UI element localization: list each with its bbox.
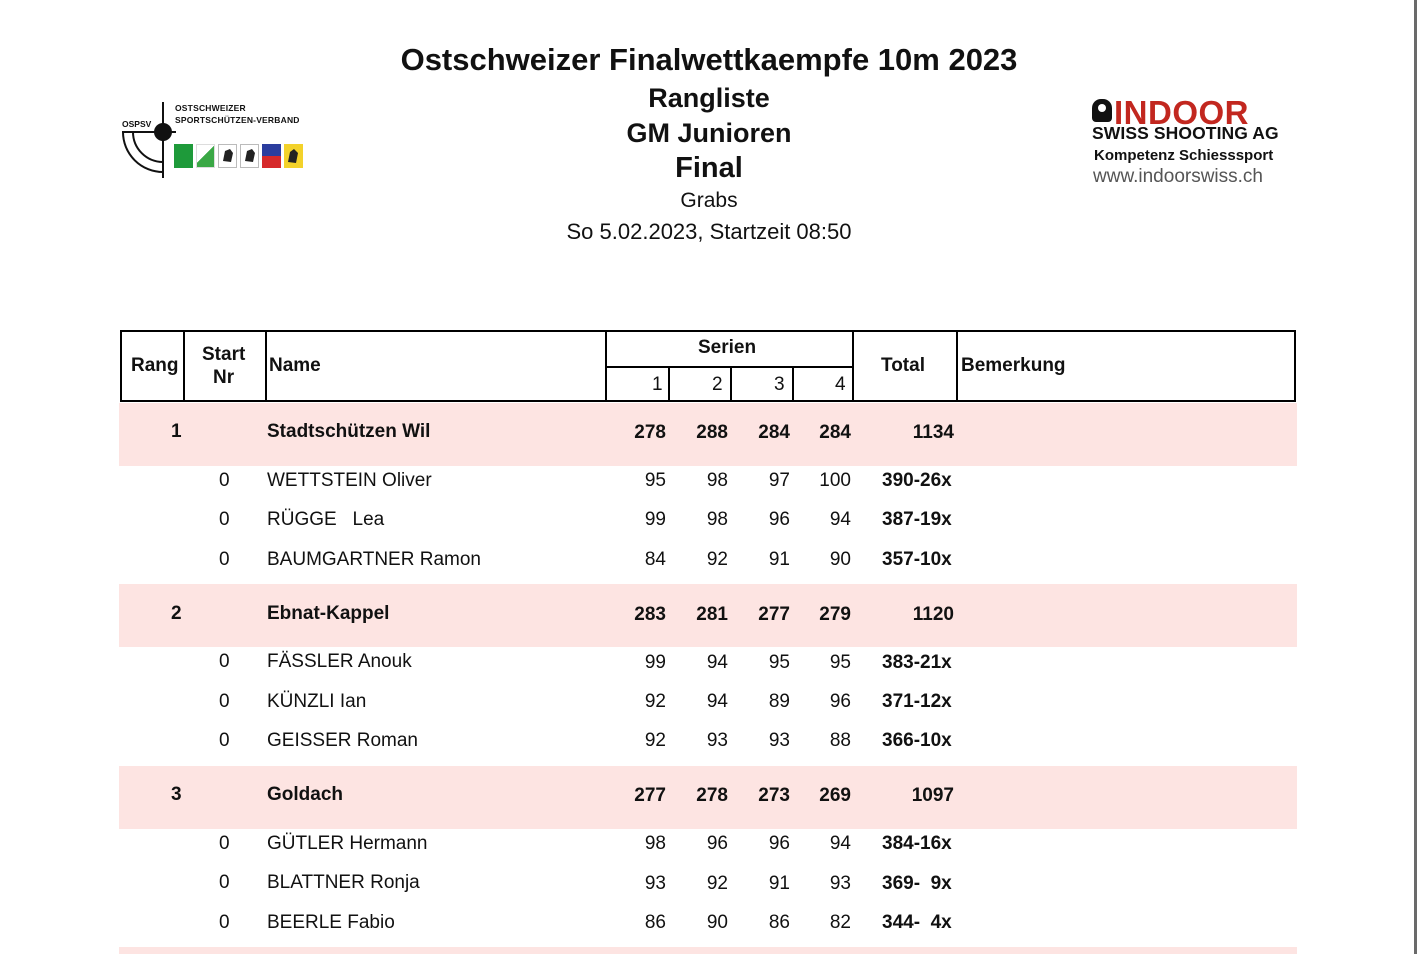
series-subdivider bbox=[792, 368, 794, 402]
member-nr: 0 bbox=[219, 730, 230, 751]
member-series-3: 89 bbox=[768, 691, 790, 712]
member-nr: 0 bbox=[219, 833, 230, 854]
member-series-3: 93 bbox=[768, 730, 790, 751]
team-rank: 3 bbox=[171, 784, 182, 805]
team-name: Ebnat-Kappel bbox=[267, 603, 390, 624]
series-subdivider bbox=[730, 368, 732, 402]
table-header bbox=[120, 330, 1296, 402]
flag-tg-icon bbox=[174, 144, 193, 168]
col-header-s2: 2 bbox=[712, 374, 723, 395]
team-series-2: 278 bbox=[696, 785, 728, 806]
member-total: 387-19x bbox=[882, 509, 952, 530]
member-nr: 0 bbox=[219, 912, 230, 933]
member-nr: 0 bbox=[219, 470, 230, 491]
member-total: 371-12x bbox=[882, 691, 952, 712]
member-series-2: 92 bbox=[706, 549, 728, 570]
member-total: 383-21x bbox=[882, 652, 952, 673]
member-series-3: 86 bbox=[768, 912, 790, 933]
team-series-4: 269 bbox=[819, 785, 851, 806]
col-divider bbox=[265, 332, 267, 400]
col-divider bbox=[956, 332, 958, 400]
member-series-1: 99 bbox=[644, 509, 666, 530]
member-series-3: 97 bbox=[768, 470, 790, 491]
member-name: FÄSSLER Anouk bbox=[267, 651, 412, 672]
member-name: BAUMGARTNER Ramon bbox=[267, 549, 481, 570]
indoor-brand-text: INDOOR bbox=[1114, 94, 1249, 131]
member-name: BLATTNER Ronja bbox=[267, 872, 420, 893]
flag-ar-icon bbox=[218, 144, 237, 168]
col-header-s3: 3 bbox=[774, 374, 785, 395]
flag-ai-icon bbox=[240, 144, 259, 168]
member-series-2: 93 bbox=[706, 730, 728, 751]
team-series-3: 273 bbox=[758, 785, 790, 806]
ospsv-logo bbox=[120, 98, 320, 182]
team-series-2: 288 bbox=[696, 422, 728, 443]
member-name: GEISSER Roman bbox=[267, 730, 418, 751]
ospsv-line1: OSTSCHWEIZER bbox=[175, 103, 246, 113]
member-total: 366-10x bbox=[882, 730, 952, 751]
member-series-2: 96 bbox=[706, 833, 728, 854]
member-series-1: 98 bbox=[644, 833, 666, 854]
team-series-4: 279 bbox=[819, 604, 851, 625]
category-title: GM Junioren bbox=[626, 118, 792, 148]
member-series-1: 95 bbox=[644, 470, 666, 491]
team-rank: 1 bbox=[171, 421, 182, 442]
member-total: 384-16x bbox=[882, 833, 952, 854]
team-series-1: 278 bbox=[634, 422, 666, 443]
team-series-2: 281 bbox=[696, 604, 728, 625]
member-series-1: 99 bbox=[644, 652, 666, 673]
member-series-4: 95 bbox=[829, 652, 851, 673]
member-series-4: 82 bbox=[829, 912, 851, 933]
team-series-4: 284 bbox=[819, 422, 851, 443]
indoor-logo bbox=[1092, 96, 1302, 196]
member-series-4: 96 bbox=[829, 691, 851, 712]
document-title: Ostschweizer Finalwettkaempfe 10m 2023 bbox=[400, 42, 1018, 77]
team-series-1: 277 bbox=[634, 785, 666, 806]
team-series-1: 283 bbox=[634, 604, 666, 625]
team-total: 1120 bbox=[912, 604, 954, 625]
col-header-total: Total bbox=[881, 355, 925, 376]
indoor-line2: Kompetenz Schiesssport bbox=[1094, 147, 1274, 164]
member-nr: 0 bbox=[219, 691, 230, 712]
member-series-2: 94 bbox=[706, 652, 728, 673]
team-series-3: 277 bbox=[758, 604, 790, 625]
col-divider bbox=[183, 332, 185, 400]
member-total: 344- 4x bbox=[882, 912, 952, 933]
col-header-rang: Rang bbox=[131, 355, 179, 376]
team-total: 1097 bbox=[911, 785, 954, 806]
member-series-3: 95 bbox=[768, 652, 790, 673]
col-header-bemerkung: Bemerkung bbox=[961, 355, 1066, 376]
team-rank: 2 bbox=[171, 603, 182, 624]
col-header-start: Start bbox=[202, 344, 246, 365]
member-series-3: 96 bbox=[768, 509, 790, 530]
team-name: Stadtschützen Wil bbox=[267, 421, 431, 442]
member-series-1: 92 bbox=[644, 691, 666, 712]
member-nr: 0 bbox=[219, 549, 230, 570]
ospsv-text bbox=[175, 102, 300, 126]
member-series-1: 92 bbox=[644, 730, 666, 751]
member-name: WETTSTEIN Oliver bbox=[267, 470, 432, 491]
flag-gl-icon bbox=[284, 144, 303, 168]
flag-sg-icon bbox=[196, 144, 215, 168]
round-title: Final bbox=[675, 152, 743, 184]
flag-fl-icon bbox=[262, 144, 281, 168]
member-series-3: 96 bbox=[768, 833, 790, 854]
member-series-4: 93 bbox=[829, 873, 851, 894]
member-nr: 0 bbox=[219, 651, 230, 672]
team-series-3: 284 bbox=[758, 422, 790, 443]
indoor-url: www.indoorswiss.ch bbox=[1093, 166, 1263, 187]
datetime-text: So 5.02.2023, Startzeit 08:50 bbox=[566, 219, 852, 244]
member-series-4: 94 bbox=[829, 509, 851, 530]
member-name: KÜNZLI Ian bbox=[267, 691, 367, 712]
member-total: 357-10x bbox=[882, 549, 952, 570]
member-series-3: 91 bbox=[768, 873, 790, 894]
member-series-4: 94 bbox=[829, 833, 851, 854]
member-series-2: 94 bbox=[706, 691, 728, 712]
member-series-3: 91 bbox=[768, 549, 790, 570]
member-series-1: 84 bbox=[644, 549, 666, 570]
member-series-4: 100 bbox=[819, 470, 851, 491]
series-subdivider bbox=[668, 368, 670, 402]
member-series-4: 90 bbox=[829, 549, 851, 570]
member-series-1: 86 bbox=[644, 912, 666, 933]
member-series-1: 93 bbox=[644, 873, 666, 894]
bullet-icon bbox=[1092, 99, 1112, 122]
team-band bbox=[119, 947, 1297, 954]
indoor-line1: SWISS SHOOTING AG bbox=[1092, 123, 1279, 143]
member-total: 369- 9x bbox=[882, 873, 952, 894]
member-name: BEERLE Fabio bbox=[267, 912, 395, 933]
document-subtitle: Rangliste bbox=[648, 83, 770, 113]
member-series-2: 98 bbox=[706, 509, 728, 530]
col-header-nr: Nr bbox=[213, 367, 235, 388]
col-header-s4: 4 bbox=[835, 374, 846, 395]
member-series-4: 88 bbox=[829, 730, 851, 751]
member-name: GÜTLER Hermann bbox=[267, 833, 428, 854]
col-header-serien: Serien bbox=[698, 337, 757, 358]
col-header-s1: 1 bbox=[652, 374, 663, 395]
member-series-2: 98 bbox=[706, 470, 728, 491]
location-text: Grabs bbox=[680, 189, 738, 212]
team-total: 1134 bbox=[912, 422, 954, 443]
team-name: Goldach bbox=[267, 784, 344, 805]
ospsv-line2: SPORTSCHÜTZEN-VERBAND bbox=[175, 115, 300, 125]
member-series-2: 92 bbox=[706, 873, 728, 894]
target-crosshair-icon bbox=[120, 98, 180, 182]
member-total: 390-26x bbox=[882, 470, 952, 491]
member-series-2: 90 bbox=[706, 912, 728, 933]
member-nr: 0 bbox=[219, 509, 230, 530]
member-nr: 0 bbox=[219, 872, 230, 893]
member-name: RÜGGE Lea bbox=[267, 509, 385, 530]
ospsv-tag: OSPSV bbox=[122, 119, 152, 129]
col-header-name: Name bbox=[269, 355, 321, 376]
